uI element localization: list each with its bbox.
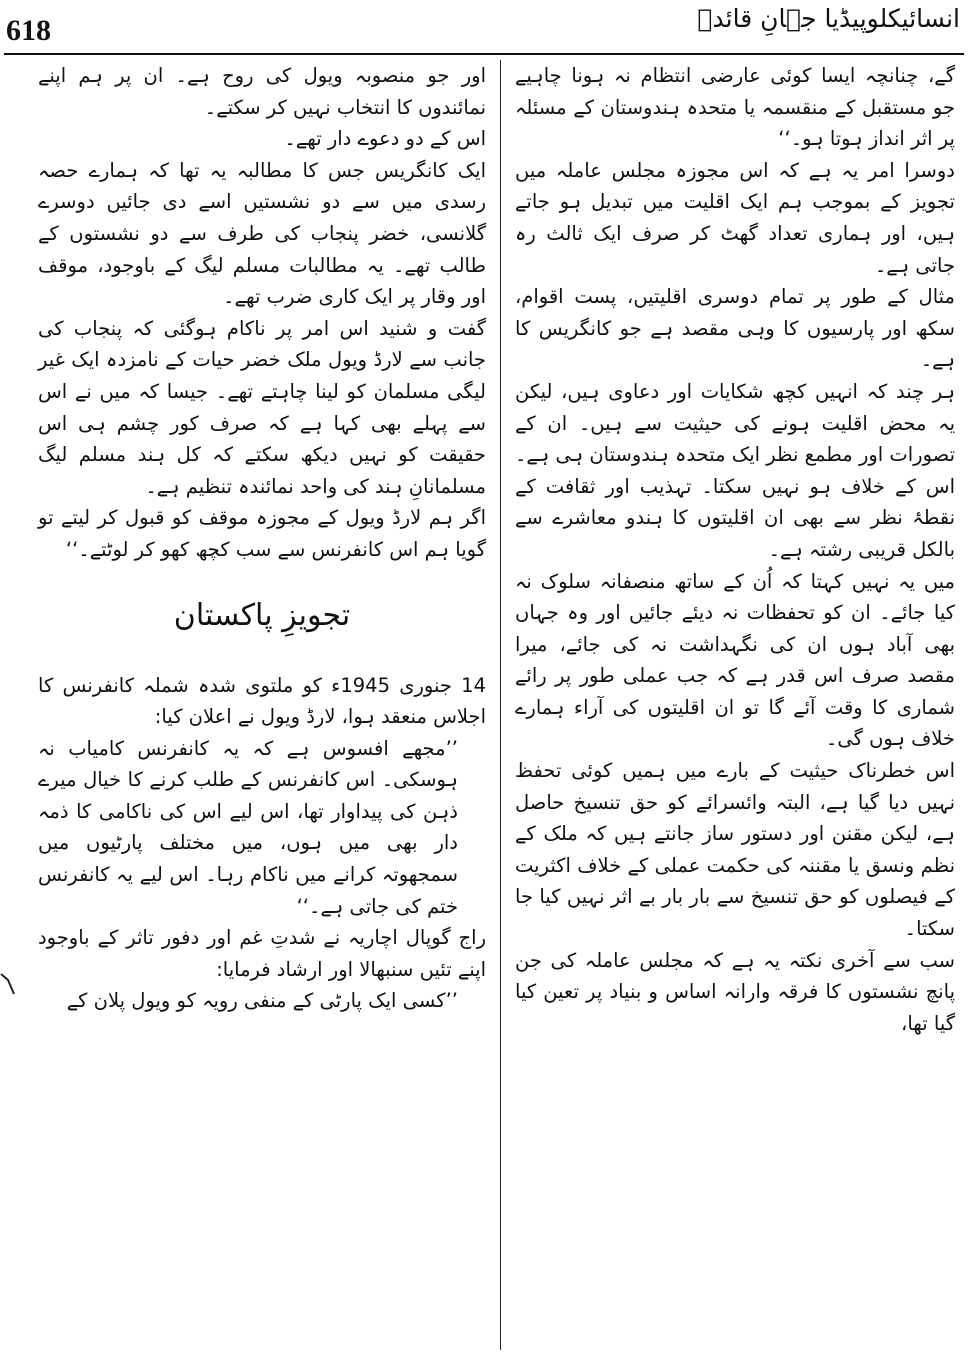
paragraph: اس کے دو دعوے دار تھے۔ bbox=[284, 127, 486, 151]
header-rule bbox=[4, 53, 964, 55]
running-title: انسائیکلوپیڈیا جہانِ قائدؒ bbox=[697, 4, 960, 33]
paragraph: 14 جنوری 1945ء کو ملتوی شدہ شملہ کانفرنس کا اجلاس منعقد ہوا، لارڈ ویول نے اعلان کیا: bbox=[38, 673, 486, 729]
quote-paragraph: ’’مجھے افسوس ہے کہ یہ کانفرنس کامیاب نہ ہوسکی۔ اس کانفرنس کے طلب کرنے کا خیال میرے ذہن کی پیداوار تھا، اس لیے اس کی ناکامی کا ذمہ دار بھی میں ہوں، میں مختلف پارٹیوں میں سمجھوتہ کرانے میں ناکام رہا۔ اس لیے یہ کانفرنس ختم کی جاتی ہے۔‘‘ bbox=[38, 736, 458, 918]
quote-paragraph: ’’کسی ایک پارٹی کے منفی رویہ کو ویول پلان کے bbox=[66, 989, 458, 1013]
paragraph: گے، چنانچہ ایسا کوئی عارضی انتظام نہ ہونا چاہیے جو مستقبل کے منقسمہ یا متحدہ ہندوستان کے مسئلہ پر اثر انداز ہوتا ہو۔‘‘ bbox=[515, 64, 955, 151]
paragraph: دوسرا امر یہ ہے کہ اس مجوزہ مجلس عاملہ میں تجویز کے بموجب ہم ایک اقلیت میں تبدیل ہو جاتے ہیں، اور ہماری تعداد گھٹ کر صرف ایک ثالث رہ جاتی ہے۔ bbox=[515, 158, 955, 277]
margin-tick-mark bbox=[0, 970, 16, 1000]
paragraph: اس خطرناک حیثیت کے بارے میں ہمیں کوئی تحفظ نہیں دیا گیا ہے، البتہ وائسرائے کو حق تنسیخ حاصل ہے، لیکن مقنن اور دستور ساز جانتے ہیں کہ ملک کے نظم ونسق یا مقننہ کی حکمت عملی کے خلاف اکثریت کے فیصلوں کو حق تنسیخ سے بار بار بے اثر نہیں کیا جا سکتا۔ bbox=[515, 759, 955, 941]
paragraph: اگر ہم لارڈ ویول کے مجوزہ موقف کو قبول کر لیتے تو گویا ہم اس کانفرنس سے سب کچھ کھو کر لوٹتے۔‘‘ bbox=[38, 506, 486, 561]
paragraph: راج گوپال اچاریہ نے شدتِ غم اور دفور تاثر کے باوجود اپنے تئیں سنبھالا اور ارشاد فرمایا: bbox=[38, 926, 486, 981]
paragraph: گفت و شنید اس امر پر ناکام ہوگئی کہ پنجاب کی جانب سے لارڈ ویول ملک خضر حیات کے نامزدہ ایک غیر لیگی مسلمان کو لینا چاہتے تھے۔ جیسا کہ میں نے اس سے پہلے بھی کہا ہے کہ صرف کور چشم ہی اس حقیقت کو نہیں دیکھ سکتے کہ کل ہند مسلم لیگ مسلمانانِ ہند کی واحد نمائندہ تنظیم ہے۔ bbox=[38, 316, 486, 498]
page-header bbox=[0, 0, 968, 58]
paragraph: میں یہ نہیں کہتا کہ اُن کے ساتھ منصفانہ سلوک نہ کیا جائے۔ ان کو تحفظات نہ دیئے جائیں اور وہ جہاں بھی آباد ہوں ان کی نگہداشت نہ کی جائے، میرا مقصد صرف اس قدر ہے کہ جب عملی طور پر رائے شماری کا وقت آئے گا تو ان اقلیتوں کی آراء ہمارے خلاف ہوں گی۔ bbox=[515, 569, 955, 751]
paragraph: مثال کے طور پر تمام دوسری اقلیتیں، پست اقوام، سکھ اور پارسیوں کا وہی مقصد ہے جو کانگریس کا ہے۔ bbox=[515, 285, 955, 372]
paragraph: اور جو منصوبہ ویول کی روح ہے۔ ان پر ہم اپنے نمائندوں کا انتخاب نہیں کر سکتے۔ bbox=[38, 64, 486, 119]
column-divider bbox=[500, 60, 501, 1350]
left-column bbox=[38, 60, 486, 1017]
paragraph: ہر چند کہ انہیں کچھ شکایات اور دعاوی ہیں، لیکن یہ محض اقلیت ہونے کی حیثیت سے ہیں۔ ان کے تصورات اور مطمع نظر ایک متحدہ ہندوستان ہی ہے۔ اس کے خلاف ہو نہیں سکتا۔ تہذیب اور ثقافت کے نقطۂ نظر سے بھی ان اقلیتوں کا ہندو معاشرے سے بالکل قریبی رشتہ ہے۔ bbox=[515, 379, 955, 561]
section-heading: تجویزِ پاکستان bbox=[173, 597, 351, 633]
paragraph: سب سے آخری نکتہ یہ ہے کہ مجلس عاملہ کی جن پانچ نشستوں کا فرقہ وارانہ اساس و بنیاد پر تعین کیا گیا تھا، bbox=[515, 948, 955, 1035]
right-column bbox=[515, 60, 955, 1039]
paragraph: ایک کانگریس جس کا مطالبہ یہ تھا کہ ہمارے حصہ رسدی میں سے دو نشستیں اسے دی جائیں دوسرے گلانسی، خضر پنجاب کی طرف سے دو نشستوں کے طالب تھے۔ یہ مطالبات مسلم لیگ کے باوجود، موقف اور وقار پر ایک کاری ضرب تھے۔ bbox=[38, 158, 486, 309]
page-number: 618 bbox=[6, 14, 51, 47]
